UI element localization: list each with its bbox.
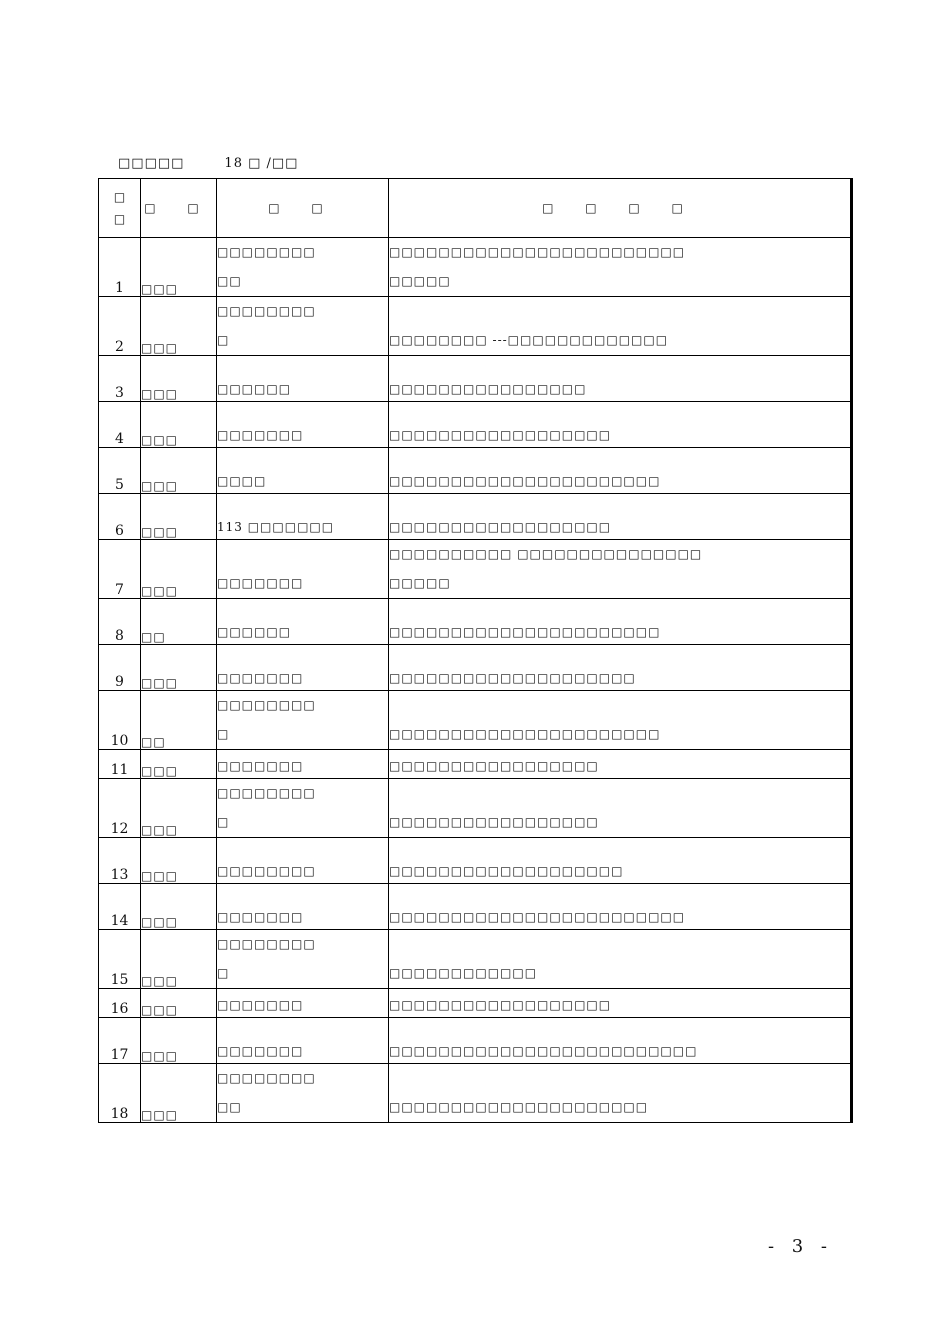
row-description-line bbox=[389, 779, 850, 808]
row-unit-line: □□□□□□□ bbox=[217, 910, 304, 924]
row-number: 7 bbox=[99, 540, 141, 599]
header-unit: □ □ bbox=[217, 179, 389, 238]
header-row bbox=[99, 179, 852, 238]
table-row bbox=[99, 402, 852, 448]
row-name: □□□ bbox=[141, 930, 217, 989]
row-description bbox=[389, 599, 852, 645]
row-description-line: □□□□□□□□□□ □□□□□□□□□□□□□□□ bbox=[389, 547, 703, 561]
row-description-line: □□□□□□□□□□□□□□□□□□□□□□ bbox=[389, 727, 661, 741]
row-description bbox=[389, 448, 852, 494]
row-number: 18 bbox=[99, 1064, 141, 1123]
table-row bbox=[99, 1018, 852, 1064]
row-unit bbox=[217, 540, 389, 599]
table-row bbox=[99, 989, 852, 1018]
row-description bbox=[389, 884, 852, 930]
row-description-line: □□□□□□□□□□□□□□□□□□□□□□ bbox=[389, 625, 661, 639]
row-description-line bbox=[389, 691, 850, 720]
row-name: □□□ bbox=[141, 645, 217, 691]
row-description bbox=[389, 238, 852, 297]
table-row bbox=[99, 540, 852, 599]
header-name: □ □ bbox=[141, 179, 217, 238]
roster-table bbox=[98, 178, 853, 1123]
row-unit bbox=[217, 838, 389, 884]
row-unit-line: □□□□□□□□ bbox=[217, 786, 316, 800]
table-row bbox=[99, 750, 852, 779]
row-description-line: □□□□□□□□□□□□□□□□□□ bbox=[389, 428, 612, 442]
row-unit bbox=[217, 599, 389, 645]
table-row bbox=[99, 884, 852, 930]
row-unit-line: □ bbox=[217, 815, 230, 829]
row-unit-line: 113 □□□□□□□ bbox=[217, 520, 335, 534]
row-description-line: □□□□□□□□□□□□□□□□ bbox=[389, 382, 587, 396]
row-name: □□ bbox=[141, 599, 217, 645]
row-unit-line: □□□□□□□□ bbox=[217, 698, 316, 712]
row-description-line: □□□□□□□□□□□□□□□□□ bbox=[389, 759, 599, 773]
row-description bbox=[389, 989, 852, 1018]
row-name: □□□ bbox=[141, 838, 217, 884]
row-description-line bbox=[389, 1064, 850, 1093]
row-description-line: □□□□□ bbox=[389, 274, 451, 288]
row-unit bbox=[217, 356, 389, 402]
page-number: - 3 - bbox=[767, 1236, 833, 1257]
row-description bbox=[389, 297, 852, 356]
row-number: 2 bbox=[99, 297, 141, 356]
row-unit-line: □□ bbox=[217, 274, 242, 288]
table-row bbox=[99, 238, 852, 297]
row-number: 4 bbox=[99, 402, 141, 448]
row-number: 16 bbox=[99, 989, 141, 1018]
row-number: 14 bbox=[99, 884, 141, 930]
row-description-line: □□□□□□□□□□□□□□□□□□□□□ bbox=[389, 1100, 649, 1114]
row-description bbox=[389, 930, 852, 989]
row-description-line: □□□□□□□□□□□□□□□□□□□□□□□□ bbox=[389, 910, 686, 924]
row-description-line bbox=[389, 297, 850, 326]
row-unit-line: □□□□□□□□ bbox=[217, 1071, 316, 1085]
row-unit bbox=[217, 402, 389, 448]
row-unit-line: □□□□□□□ bbox=[217, 998, 304, 1012]
row-description-line: □□□□□□□□□□□□ bbox=[389, 966, 538, 980]
row-description bbox=[389, 779, 852, 838]
row-unit-line bbox=[217, 540, 388, 569]
row-unit bbox=[217, 297, 389, 356]
row-unit-line: □□ bbox=[217, 1100, 242, 1114]
row-description-line: □□□□□□□□□□□□□□□□□□□□□□□□ bbox=[389, 245, 686, 259]
row-unit bbox=[217, 691, 389, 750]
row-unit-line: □□□□□□ bbox=[217, 625, 292, 639]
row-name: □□□ bbox=[141, 297, 217, 356]
row-number: 8 bbox=[99, 599, 141, 645]
row-description bbox=[389, 402, 852, 448]
table-body bbox=[99, 238, 852, 1123]
row-number: 10 bbox=[99, 691, 141, 750]
row-unit bbox=[217, 750, 389, 779]
row-description bbox=[389, 838, 852, 884]
row-unit-line: □□□□□□□□ bbox=[217, 245, 316, 259]
row-unit bbox=[217, 645, 389, 691]
row-unit bbox=[217, 448, 389, 494]
row-name: □□□ bbox=[141, 238, 217, 297]
row-number: 1 bbox=[99, 238, 141, 297]
table-row bbox=[99, 494, 852, 540]
row-name: □□□ bbox=[141, 448, 217, 494]
caption-prefix: □□□□□ bbox=[118, 156, 185, 171]
row-name: □□□ bbox=[141, 1064, 217, 1123]
row-description bbox=[389, 691, 852, 750]
row-name: □□□ bbox=[141, 750, 217, 779]
row-unit-line: □□□□□□□□ bbox=[217, 304, 316, 318]
row-unit-line: □□□□□□□□ bbox=[217, 864, 316, 878]
table-row bbox=[99, 930, 852, 989]
row-description-line: □□□□□□□□□□□□□□□□□ bbox=[389, 815, 599, 829]
table-row bbox=[99, 356, 852, 402]
row-description-line: □□□□□ bbox=[389, 576, 451, 590]
row-unit bbox=[217, 1064, 389, 1123]
row-unit-line: □□□□□□□ bbox=[217, 576, 304, 590]
row-number: 6 bbox=[99, 494, 141, 540]
row-description bbox=[389, 356, 852, 402]
row-number: 11 bbox=[99, 750, 141, 779]
row-description-line: □□□□□□□□□□□□□□□□□□□□□□□□□ bbox=[389, 1044, 698, 1058]
table-row bbox=[99, 1064, 852, 1123]
table-row bbox=[99, 645, 852, 691]
row-unit bbox=[217, 1018, 389, 1064]
row-unit-line: □□□□□□□ bbox=[217, 759, 304, 773]
row-unit-line: □ bbox=[217, 727, 230, 741]
table-row bbox=[99, 297, 852, 356]
row-number: 13 bbox=[99, 838, 141, 884]
row-unit-line: □□□□□□□ bbox=[217, 671, 304, 685]
row-description-line: □□□□□□□□□□□□□□□□□□ bbox=[389, 998, 612, 1012]
row-description bbox=[389, 1018, 852, 1064]
header-description: □ □ □ □ bbox=[389, 179, 852, 238]
row-unit bbox=[217, 779, 389, 838]
row-name: □□□ bbox=[141, 989, 217, 1018]
row-name: □□□ bbox=[141, 356, 217, 402]
row-unit-line: □□□□ bbox=[217, 474, 267, 488]
row-number: 17 bbox=[99, 1018, 141, 1064]
row-description-line: □□□□□□□□□□□□□□□□□□□ bbox=[389, 864, 624, 878]
row-unit bbox=[217, 494, 389, 540]
row-number: 12 bbox=[99, 779, 141, 838]
row-unit bbox=[217, 930, 389, 989]
row-unit-line: □ bbox=[217, 333, 230, 347]
row-description bbox=[389, 645, 852, 691]
row-unit-line: □ bbox=[217, 966, 230, 980]
row-description bbox=[389, 1064, 852, 1123]
row-description-line: □□□□□□□□□□□□□□□□□□□□□□ bbox=[389, 474, 661, 488]
row-name: □□□ bbox=[141, 779, 217, 838]
row-unit-line: □□□□□□□ bbox=[217, 428, 304, 442]
row-description-line: □□□□□□□□ ---□□□□□□□□□□□□□ bbox=[389, 333, 669, 347]
caption-count: 18 □ /□□ bbox=[224, 156, 299, 171]
row-number: 15 bbox=[99, 930, 141, 989]
row-description bbox=[389, 540, 852, 599]
row-description-line: □□□□□□□□□□□□□□□□□□ bbox=[389, 520, 612, 534]
row-name: □□□ bbox=[141, 884, 217, 930]
row-description-line: □□□□□□□□□□□□□□□□□□□□ bbox=[389, 671, 636, 685]
row-name: □□□ bbox=[141, 494, 217, 540]
row-name: □□ bbox=[141, 691, 217, 750]
row-number: 3 bbox=[99, 356, 141, 402]
row-unit bbox=[217, 989, 389, 1018]
row-unit-line: □□□□□□□ bbox=[217, 1044, 304, 1058]
row-number: 5 bbox=[99, 448, 141, 494]
table-row bbox=[99, 779, 852, 838]
table-row bbox=[99, 691, 852, 750]
table-caption bbox=[118, 156, 298, 171]
row-name: □□□ bbox=[141, 402, 217, 448]
table-row bbox=[99, 599, 852, 645]
row-description-line bbox=[389, 930, 850, 959]
header-number-line-1: □ bbox=[113, 190, 126, 204]
row-description bbox=[389, 494, 852, 540]
row-unit bbox=[217, 884, 389, 930]
header-number-line-2: □ bbox=[113, 212, 126, 226]
row-name: □□□ bbox=[141, 540, 217, 599]
row-unit-line: □□□□□□ bbox=[217, 382, 292, 396]
row-number: 9 bbox=[99, 645, 141, 691]
row-unit-line: □□□□□□□□ bbox=[217, 937, 316, 951]
row-name: □□□ bbox=[141, 1018, 217, 1064]
row-description bbox=[389, 750, 852, 779]
table-row bbox=[99, 448, 852, 494]
header-number bbox=[99, 179, 141, 238]
table-row bbox=[99, 838, 852, 884]
row-unit bbox=[217, 238, 389, 297]
